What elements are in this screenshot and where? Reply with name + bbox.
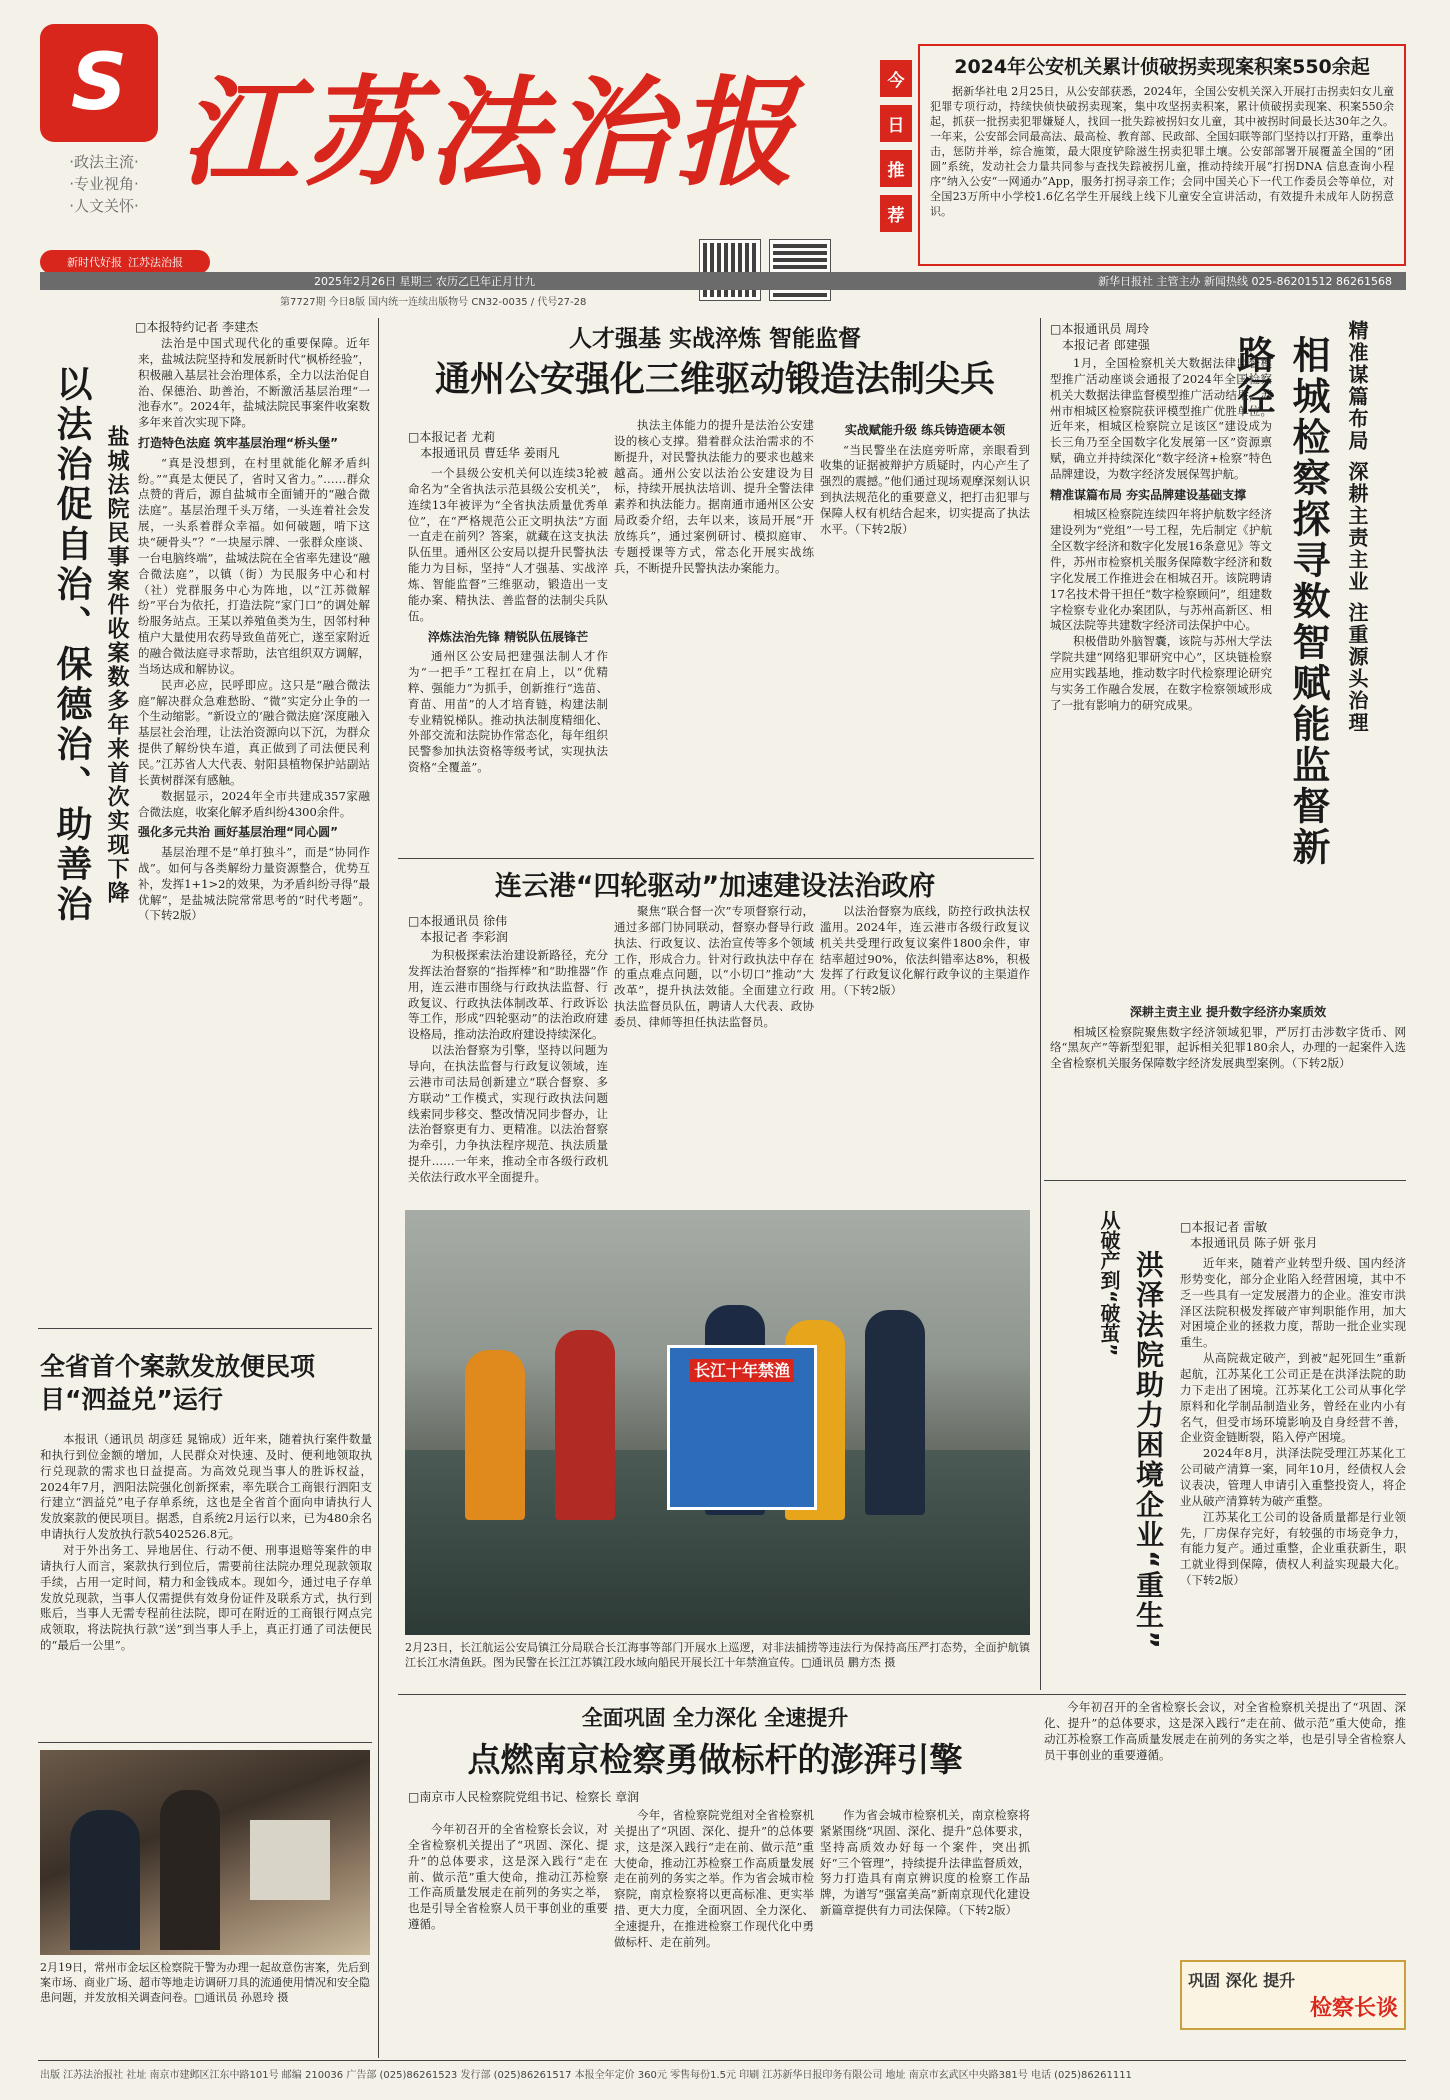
lyg-story-col1 xyxy=(408,948,608,1185)
lyg-story-p1: 为积极探索法治建设新路径，充分发挥法治督察的“指挥棒”和“助推器”作用，连云港市围绕与行政执法监督、行政复议、行政执法体制改革、行政诉讼等工作，形成“四轮驱动”的法治政府建设格局，推动法治政府建设持续深化。 xyxy=(408,948,608,1042)
main-story-kicker: 人才强基 实战淬炼 智能监督 xyxy=(568,326,861,352)
left-story-body xyxy=(138,336,370,1321)
left-story-p5: 基层治理不是“单打独斗”，而是“协同作战”。如何与各类解纷力量资源整合，优势互补，发挥1+1>2的效果，为矛盾纠纷寻得“最优解”，是盐城法院常常思考的“时代考题”。（下转2版） xyxy=(138,845,370,923)
news-label-char-4: 荐 xyxy=(880,195,912,232)
hongze-subheadline: 从破产到“破茧” xyxy=(1097,1210,1121,1357)
banner-body: 据新华社电 2月25日，从公安部获悉，2024年，全国公安机关深入开展打击拐卖妇女儿童犯罪专项行动，持续快侦快破拐卖现案，集中攻坚拐卖积案，累计侦破拐卖现案、积案550余起，抓获一批拐卖犯罪嫌疑人，找回一批失踪被拐妇女儿童，其中被拐时间最长达30年之久。一年来，公安部会同最高法、最高检、教育部、民政部、全国妇联等部门坚持以打开路，重拳出击，惩防并举，综合施策，最大限度铲除滋生拐卖犯罪土壤。公安部部署开展覆盖全国的“团圆”系统，发动社会力量共同参与查找失踪被拐儿童，推动持续开展“打拐DNA 信息查询小程序”纳入公安“一网通办”App，服务打拐寻亲工作；会同中国关心下一代工作委员会等单位，对全国23万所中小学校1.6亿名学生开展线上线下儿童安全宣讲活动，有效提升未成年人防拐意识。 xyxy=(930,85,1394,218)
suzhou-p1: 1月，全国检察机关大数据法律监督模型推广活动座谈会通报了2024年全国检察机关大数据法律监督模型推广活动结果，苏州市相城区检察院获评模型推广优胜单位。近年来，相城区检察院立足该区“建设成为长三角乃至全国数字化发展第一区”资源禀赋，确立并持续深化“数字经济+检察”特色品牌建设，为数字经济发展保驾护航。 xyxy=(1050,356,1272,482)
lyg-byline-1: □本报通讯员 徐伟 xyxy=(408,914,508,928)
nj-story-col2 xyxy=(614,1808,814,2058)
suzhou-kicker: 精准谋篇布局 深耕主责主业 注重源头治理 xyxy=(1345,320,1369,734)
hongze-story-body xyxy=(1180,1256,1406,1688)
photo-banner-board xyxy=(667,1345,817,1510)
logo-glyph: S xyxy=(70,38,128,128)
hongze-headline: 洪泽法院助力困境企业“重生” xyxy=(1132,1250,1165,1651)
suzhou-p3: 积极借助外脑智囊，该院与苏州大学法学院共建“网络犯罪研究中心”，区块链检察应用实践基地，推动数字时代检察理论研究与实务工作融合发展，在数字检察领域形成了一批有影响力的研究成果。 xyxy=(1050,634,1272,712)
badge-line2: 江苏法治报 xyxy=(128,256,183,269)
nj-story-p2: 今年，省检察院党组对全省检察机关提出了“巩固、深化、提升”的总体要求，这是深入践行“走在前、做示范”重大使命，推动江苏检察工作高质量发展走在前列的务实之举。作为省会城市检察院，南京检察将以更高标准、更实举措、更大力度，全面巩固、全力深化、全速提升，在推进检察工作现代化中勇做标杆、走在前列。 xyxy=(614,1808,814,1949)
slogan-1: ·政法主流· xyxy=(69,153,139,171)
suzhou-sub2: 深耕主责主业 提升数字经济办案质效 xyxy=(1129,1005,1327,1019)
newspaper-title: 江苏法治报 xyxy=(180,63,801,202)
photo-river-patrol xyxy=(405,1210,1030,1635)
nj-story-headline: 点燃南京检察勇做标杆的澎湃引擎 xyxy=(467,1740,963,1779)
lyg-story-headline: 连云港“四轮驱动”加速建设法治政府 xyxy=(494,871,936,902)
nj-stamp xyxy=(1180,1960,1406,2030)
lyg-story-p2: 以法治督察为引擎，坚持以问题为导向，在执法监督与行政复议领域，连云港市司法局创新建立“联合督察、多方联动”工作模式，实现行政执法问题线索同步移交、整改情况同步督办，让法治督察更有力、更精准。以法治督察为牵引，力争执法程序规范、执法质量提升……一年来，推动全市各级行政机关依法行政水平全面提升。 xyxy=(408,1043,608,1185)
main-story-col1 xyxy=(408,466,608,856)
nj-stamp-line2: 检察长谈 xyxy=(1309,1996,1398,2021)
news-label-char-2: 日 xyxy=(880,105,912,142)
photo-caption: 2月23日，长江航运公安局镇江分局联合长江海事等部门开展水上巡逻，对非法捕捞等违法行为保持高压严打态势，全面护航镇江长江水清鱼跃。图为民警在长江江苏镇江段水域向船民开展长江十年禁渔宣传。□通讯员 鹏方杰 摄 xyxy=(405,1641,1030,1670)
masthead xyxy=(40,22,880,269)
lyg-story-col3 xyxy=(820,904,1030,1176)
footer: 出版 江苏法治报社 社址 南京市建邺区江东中路101号 邮编 210036 广告部 (025)86261523 发行部 (025)86261517 本报全年定价 360元 零售每份1.5元 印刷 江苏新华日报印务有限公司 地址 南京市玄武区中央路381号 电话 (025)86261111 xyxy=(40,2070,1132,2081)
slogan-3: ·人文关怀· xyxy=(69,196,139,215)
main-story-col2 xyxy=(614,418,814,856)
news-label xyxy=(880,60,912,255)
suzhou-p2: 相城区检察院连续四年将护航数字经济建设列为“党组”一号工程，先后制定《护航全区数字经济和数字化发展16条意见》等文件，苏州市检察机关服务保障数字经济和数字化发展工作推进会在相城召开。该院聘请17名技术骨干担任“数字检察顾问”，组建数字检察专业化办案团队，与苏州高新区、相城区法院等共建数字经济司法保护中心。 xyxy=(1050,507,1272,633)
suzhou-p4: 相城区检察院聚焦数字经济领域犯罪，严厉打击涉数字货币、网络“黑灰产”等新型犯罪，起诉相关犯罪180余人，办理的一起案件入选全省检察机关服务保障数字经济发展典型案例。（下转2版） xyxy=(1050,1024,1406,1071)
main-story-p3: 执法主体能力的提升是法治公安建设的核心支撑。猎着群众法治需求的不断提升，对民警执法能力的要求也越来越高。通州公安以法治公安建设为目标，持续开展执法培训、提升全警法律素养和执法能力。据南通市通州区公安局政委介绍，去年以来，该局开展“开放练兵”，通过案例研讨、模拟庭审、专题授课等方式，常态化开展实战练兵，不断提升民警执法办案能力。 xyxy=(614,418,814,575)
photo2-caption: 2月19日，常州市金坛区检察院干警为办理一起故意伤害案，先后到案市场、商业广场、超市等地走访调研刀具的流通使用情况和安全隐患问题，并发放相关调查问卷。□通讯员 孙恩玲 摄 xyxy=(40,1961,370,2005)
suzhou-byline-2: 本报记者 郎建强 xyxy=(1062,338,1150,352)
issue-line: 第7727期 今日8版 国内统一连续出版物号 CN32-0035 / 代号27-28 xyxy=(280,297,587,308)
main-story-col3 xyxy=(820,418,1030,856)
main-story-sub2: 实战赋能升级 练兵铸造硬本领 xyxy=(844,423,1006,437)
main-byline-2: 本报通讯员 曹廷华 姜雨凡 xyxy=(420,446,560,460)
lyg-byline-2: 本报记者 李彩润 xyxy=(420,930,508,944)
nj-story-p1-cont: 今年初召开的全省检察长会议，对全省检察机关提出了“巩固、深化、提升”的总体要求，这是深入践行“走在前、做示范”重大使命，推动江苏检察工作高质量发展走在前列的务实之举，也是引导全省检察人员干事创业的重要遵循。 xyxy=(1044,1700,1406,1762)
suzhou-headline: 相城检察探寻数智赋能监督新路径 xyxy=(1231,335,1330,868)
hongze-byline-1: □本报记者 雷敏 xyxy=(1180,1220,1268,1234)
main-byline-1: □本报记者 尤莉 xyxy=(408,430,496,444)
news-label-char-1: 今 xyxy=(880,60,912,97)
main-story-sub1: 淬炼法治先锋 精锐队伍展锋芒 xyxy=(427,629,589,644)
left-story-p1: 法治是中国式现代化的重要保障。近年来，盐城法院坚持和发展新时代“枫桥经验”，积极融入基层社会治理体系，全力以法治促自治、保德治、助善治，不断激活基层治理“一池春水”。2024年，盐城法院民事案件收案数多年来首次实现下降。 xyxy=(138,336,370,430)
nj-stamp-line1: 巩固 深化 提升 xyxy=(1188,1971,1296,1990)
hongze-p1: 近年来，随着产业转型升级、国内经济形势变化，部分企业陷入经营困境，其中不乏一些具有一定发展潜力的企业。淮安市洪泽区法院积极发挥破产审判职能作用，加大对困境企业的拯救力度，帮助一批企业实现重生。 xyxy=(1180,1256,1406,1350)
hongze-byline-2: 本报通讯员 陈子妍 张月 xyxy=(1190,1236,1318,1250)
hongze-p4: 江苏某化工公司的设备质量都是行业领先，厂房保存完好，有较强的市场竞争力，有能力复产。通过重整，企业重获新生，职工就业得到保障，债权人利益实现最大化。（下转2版） xyxy=(1180,1509,1406,1588)
cz-story-p2: 对于外出务工、异地居住、行动不便、刑事退赔等案件的申请执行人而言，案款执行到位后，需要前往法院办理兑现款领取手续，占用一定时间，精力和金钱成本。现如今，通过电子存单发放兑现款，当事人仅需提供有效身份证件及联系方式，执行到账后，当事人无需专程前往法院，即可在附近的工商银行网点完成领取，将法院执行款“送”到当事人手上，真正打通了司法便民的“最后一公里”。 xyxy=(40,1543,372,1653)
nj-story-kicker: 全面巩固 全力深化 全速提升 xyxy=(581,1706,849,1730)
qr-code-1 xyxy=(700,240,760,300)
suzhou-story-body-2 xyxy=(1050,1000,1406,1176)
main-story-headline: 通州公安强化三维驱动锻造法制尖兵 xyxy=(434,360,995,400)
nj-story-col4 xyxy=(1044,1700,1406,1950)
qr-code-2 xyxy=(770,240,830,300)
left-story-sub2: 强化多元共治 画好基层治理“同心圆” xyxy=(138,825,338,840)
cz-story-p1: 本报讯（通讯员 胡彦廷 晁锦成）近年来，随着执行案件数量和执行到位金额的增加，人民群众对快速、及时、便利地领取执行兑现款的需求也日益提高。为高效兑现当事人的胜诉权益，2024年7月，泗阳法院强化创新探索，率先联合工商银行泗阳支行建立“泗益兑”电子存单系统，这也是全省首个面向申请执行人发放案款的便民项目。据悉，自系统2月运行以来，已为480余名申请执行人发放执行款5402526.8元。 xyxy=(40,1432,372,1542)
hongze-p2: 从高院裁定破产，到被“起死回生”重新起航，江苏某化工公司正是在洪泽法院的助力下走出了困境。江苏某化工公司从事化学原料和化学制品制造业务，曾经在业内小有名气，但受市场环境影响及自身经营不善，企业资金链断裂，陷入停产困境。 xyxy=(1180,1351,1406,1445)
left-story-headline: 以法治促自治、保德治、助善治 xyxy=(51,365,92,925)
news-label-char-3: 推 xyxy=(880,150,912,187)
main-story-p1: 一个县级公安机关何以连续3轮被命名为“全省执法示范县级公安机关”，连续13年被评为“全省执法质量优秀单位”，在“严格规范公正文明执法”方面一直走在前列？答案，就藏在这支执法队伍里。通州区公安局以提升民警执法能力为目标，坚持“人才强基、实战淬炼、智能监督”三维驱动，锻造出一支能办案、精执法、善监督的法制尖兵队伍。 xyxy=(408,466,608,623)
photo-banner-text: 长江十年禁渔 xyxy=(690,1359,794,1382)
left-story-subheadline: 盐城法院民事案件收案数多年来首次实现下降 xyxy=(104,425,129,905)
nj-byline: □南京市人民检察院党组书记、检察长 章润 xyxy=(408,1790,640,1804)
badge-line1: 新时代好报 xyxy=(67,256,122,269)
suzhou-byline-1: □本报通讯员 周玲 xyxy=(1050,322,1150,336)
slogan-list xyxy=(48,152,160,217)
left-story-p4: 数据显示，2024年全市共建成357家融合微法庭，收案化解矛盾纠纷4300余件。 xyxy=(138,788,370,819)
left-story-p3: 民声必应，民呼即应。这只是“融合微法庭”解决群众急难愁盼、“微”实定分止争的一个生动缩影。“新设立的‘融合微法庭’深度融入基层社会治理，让法治资源向以下沉，为群众提供了解纷快车道，真正做到了司法便民利民。”江苏省人大代表、射阳县植物保护站副站长黄树群深有感触。 xyxy=(138,677,370,787)
nj-story-col1 xyxy=(408,1822,608,2058)
nj-story-p1: 今年初召开的全省检察长会议，对全省检察机关提出了“巩固、深化、提升”的总体要求，这是深入践行“走在前、做示范”重大使命，推动江苏检察工作高质量发展走在前列的务实之举，也是引导全省检察人员干事创业的重要遵循。 xyxy=(408,1822,608,1932)
cz-story-body xyxy=(40,1432,372,1737)
info-bar xyxy=(40,272,1406,290)
banner-box xyxy=(918,44,1406,266)
main-story-p4: “当民警坐在法庭旁听席，亲眼看到收集的证据被辩护方质疑时，内心产生了强烈的震撼。”他们通过现场观摩深刻认识到执法规范化的重要意义，把打击犯罪与保障人权有机结合起来，切实提高了执法水平。（下转2版） xyxy=(820,442,1030,536)
masthead-badge xyxy=(40,250,210,274)
logo-mark xyxy=(40,24,158,142)
left-story-sub1: 打造特色法庭 筑牢基层治理“桥头堡” xyxy=(138,436,338,451)
left-story-byline: □本报特约记者 李建杰 xyxy=(135,320,259,334)
slogan-2: ·专业视角· xyxy=(69,174,139,193)
nj-story-col3 xyxy=(820,1808,1030,2058)
date-line: 2025年2月26日 星期三 农历乙巳年正月廿九 xyxy=(314,275,535,288)
main-story-p2: 通州区公安局把建强法制人才作为“一把手”工程扛在肩上，以“优精粹、强能力”为抓手，创新推行“选苗、育苗、用苗”的人才培育链，构建法制专业精锐梯队。推动执法制度精细化、外部交流和法院协作常态化，每年组织民警参加执法资格等级考试，实现执法资格“全覆盖”。 xyxy=(408,649,608,775)
cz-story-headline: 全省首个案款发放便民项目“泗益兑”运行 xyxy=(40,1352,316,1414)
lyg-story-col2 xyxy=(614,904,814,1176)
nj-story-p3: 作为省会城市检察机关，南京检察将紧紧围绕“巩固、深化、提升”总体要求，坚持高质效办好每一个案件，突出抓好“三个管理”，持续提升法律监督质效，努力打造具有南京辨识度的检察工作品牌，为谱写“强富美高”新南京现代化建设新篇章提供有力司法保障。（下转2版） xyxy=(820,1808,1030,1918)
left-story-p2: “真是没想到，在村里就能化解矛盾纠纷。”“真是太便民了，省时又省力。”……群众点赞的背后，源自盐城市全面铺开的“融合微法庭”。基层治理千头万绪，一头连着社会发展，一头系着群众幸福。如何破题，啃下这块“硬骨头”？“一块屋示牌、一张群众座谈、一台电脑终端”，盐城法院在全省率先建设“融合微法庭”，以镇（街）为民服务中心和村（社）党群服务中心为阵地，以“江苏微解纷”平台为依托，打造法院“家门口”的调处解纷服务站点。王某以养殖鱼类为生，因邻村种植户大量使用农药导致鱼苗死亡，遂至家附近的融合微法庭寻求帮助，法官组织双方调解，当场达成和解协议。 xyxy=(138,455,370,676)
hongze-p3: 2024年8月，洪泽法院受理江苏某化工公司破产清算一案，同年10月，经债权人会议表决，管理人申请引入重整投资人，将企业从破产清算转为破产重整。 xyxy=(1180,1446,1406,1508)
suzhou-sub1: 精准谋篇布局 夯实品牌建设基础支撑 xyxy=(1050,487,1247,502)
lyg-story-p4: 以法治督察为底线，防控行政执法权滥用。2024年，连云港市各级行政复议机关共受理行政复议案件1800余件，审结率超过90%，依法纠错率达8%，积极发挥了行政复议化解行政争议的主渠道作用。（下转2版） xyxy=(820,904,1030,998)
banner-headline: 2024年公安机关累计侦破拐卖现案积案550余起 xyxy=(954,56,1370,78)
publisher-line: 新华日报社 主管主办 新闻热线 025-86201512 86261568 xyxy=(1098,275,1392,288)
photo-procurator-market xyxy=(40,1750,370,1955)
lyg-story-p3: 聚焦“联合督一次”专项督察行动，通过多部门协同联动，督察办督导行政执法、行政复议、法治宣传等多个领域工作，形成合力。针对行政执法中存在的重点难点问题，以“小切口”推动“大改革”，提升执法效能。全面建立行政执法监督员队伍，聘请人大代表、政协委员、律师等担任执法监督员。 xyxy=(614,904,814,1030)
